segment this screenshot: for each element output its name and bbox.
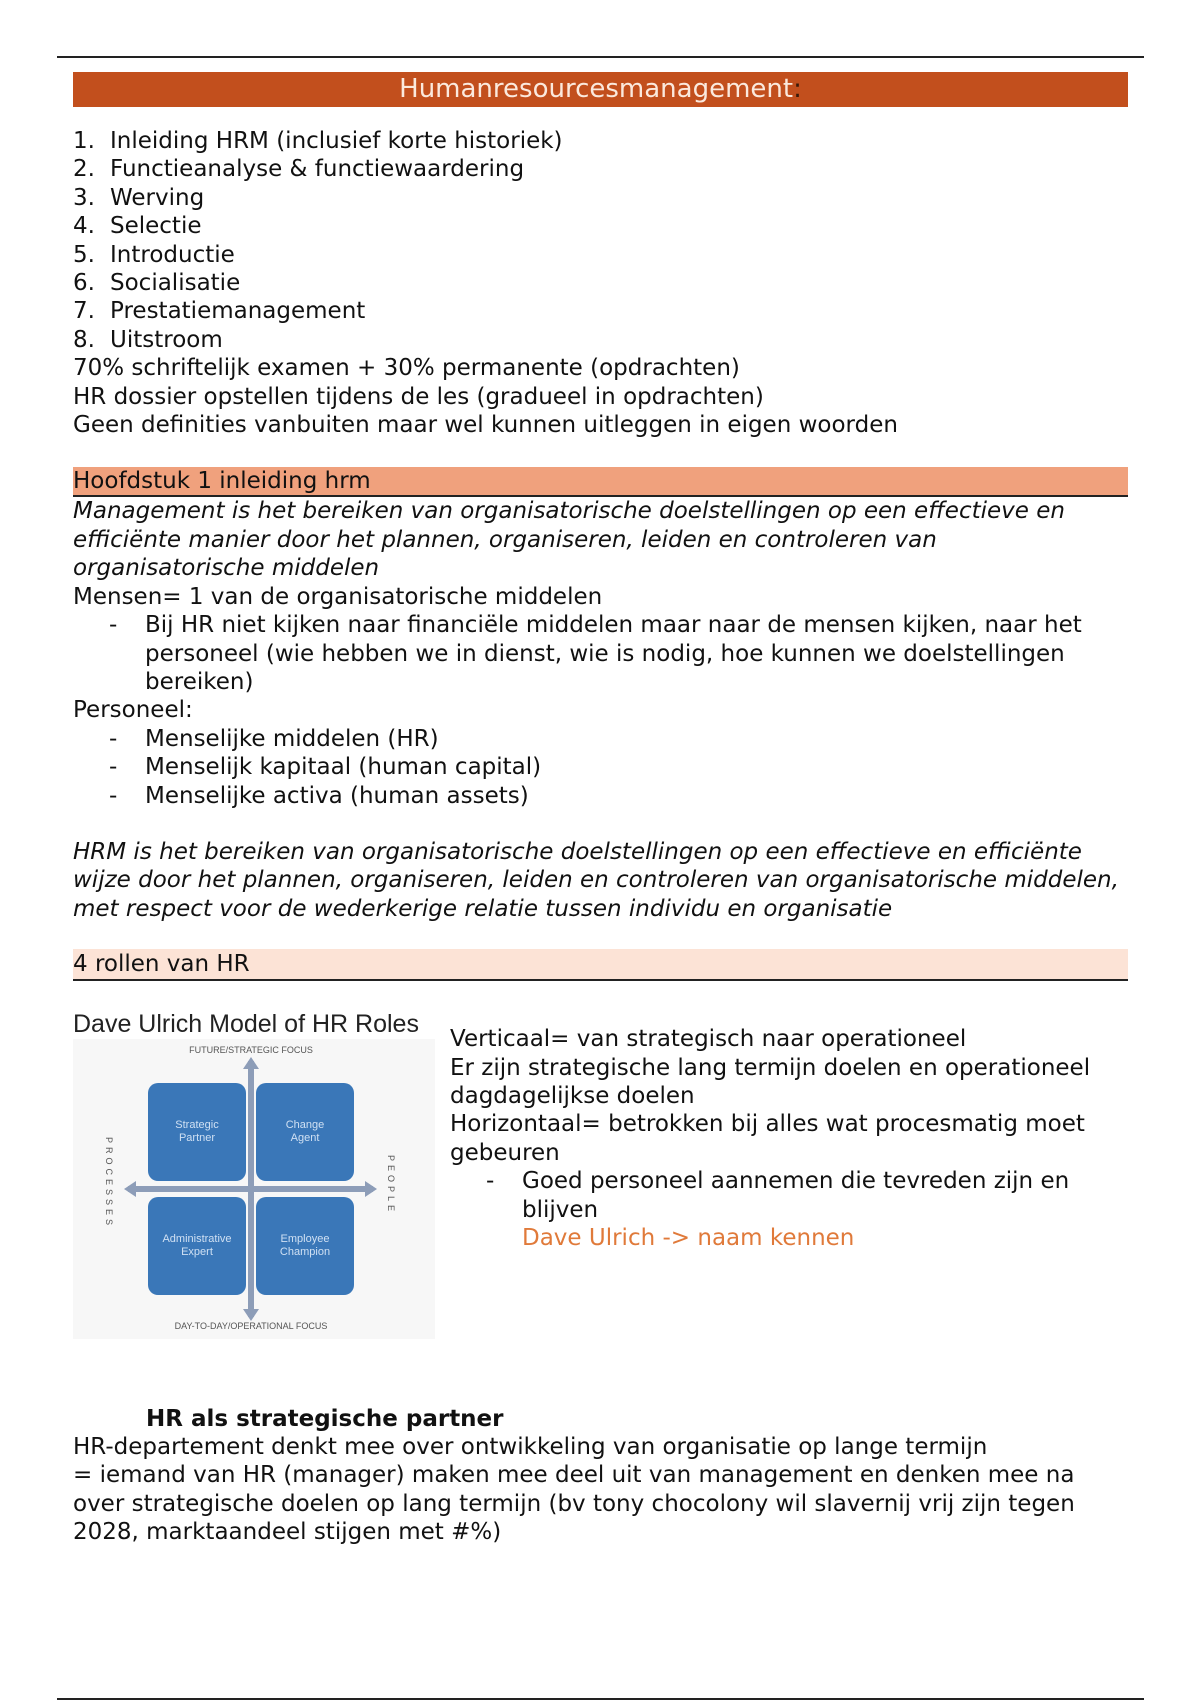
role-label: Administrative [162,1233,232,1246]
role-label: Agent [290,1132,320,1145]
document-page [73,72,1128,1547]
toc-number: 2. [73,156,95,183]
figure-title: Dave Ulrich Model of HR Roles [73,1010,419,1039]
dash-bullet: - [109,782,118,809]
toc-item [73,184,1128,212]
mensen-line: Mensen= 1 van de organisatorische middelen [73,583,603,610]
list-item [109,753,1128,781]
highlight-note: Dave Ulrich -> naam kennen [522,1225,855,1251]
right-axis-label: PEOPLE [386,1155,396,1216]
header-rule [57,56,1144,58]
explanation-line: Verticaal= van strategisch naar operationeel [450,1026,967,1053]
toc-label: Functieanalyse & functiewaardering [110,156,525,183]
list-item-text: Menselijk kapitaal (human capital) [145,754,542,781]
ulrich-figure [73,1007,435,1346]
ulrich-explanation [435,1007,1128,1346]
list-item-text: Bij HR niet kijken naar financiële middelen maar naar de mensen kijken, naar het personeel (wie hebben we in dienst, wie is nodig, hoe kunnen we doelstellingen bereiken) [145,612,1082,695]
intro-line: 70% schriftelijk examen + 30% permanente (opdrachten) [73,355,740,382]
personeel-line: Personeel: [73,697,193,724]
explanation-line: Er zijn strategische lang termijn doelen en operationeel dagdagelijkse doelen [450,1054,1091,1109]
toc-label: Prestatiemanagement [110,298,366,325]
toc-label: Uitstroom [110,326,223,353]
top-axis-label: FUTURE/STRATEGIC FOCUS [189,1045,313,1056]
toc-number: 5. [73,241,95,268]
ulrich-section [73,1007,1128,1346]
toc-item [73,212,1128,240]
management-definition: Management is het bereiken van organisatorische doelstellingen op een effectieve en efficiënte manier door het plannen, organiseren, leiden en controleren van organisatorische middelen [73,498,1065,582]
mensen-list [73,611,1128,696]
intro-line: HR dossier opstellen tijdens de les (gradueel in opdrachten) [73,383,764,410]
list-item-text: Menselijke activa (human assets) [145,782,529,809]
role-label: Change [285,1119,325,1132]
toc-item [73,241,1128,269]
toc-label: Selectie [110,213,202,240]
list-item-text: Menselijke middelen (HR) [145,725,439,752]
explanation-list [450,1167,1128,1252]
toc-item [73,127,1128,155]
role-label: Partner [178,1132,216,1145]
hrm-definition: HRM is het bereiken van organisatorische doelstellingen op een effectieve en efficiënte wijze door het plannen, organiseren, leiden en controleren van organisatorische middelen, met respect voor de wederkerige relatie tussen individu en organisatie [73,838,1119,922]
toc-item [73,297,1128,325]
toc-item [73,155,1128,183]
toc-number: 8. [73,326,95,353]
table-of-contents [73,127,1128,354]
role-label: Employee [280,1233,330,1246]
document-title-colon: : [793,74,802,104]
intro-line: Geen definities vanbuiten maar wel kunnen uitleggen in eigen woorden [73,412,898,439]
partner-line: = iemand van HR (manager) maken mee deel uit van management en denken mee na over strategische doelen op lang termijn (bv tony chocolony wil slavernij vrij zijn tegen 2028, marktaandeel stijgen met #%) [73,1462,1075,1546]
toc-number: 3. [73,184,95,211]
partner-heading: HR als strategische partner [146,1405,504,1432]
list-item [486,1167,1128,1252]
toc-item [73,269,1128,297]
list-item [109,611,1128,696]
list-item-text: Goed personeel aannemen die tevreden zijn en blijven [522,1168,1070,1223]
dash-bullet: - [109,612,118,639]
hr-roles-diagram [73,1039,435,1339]
toc-item [73,326,1128,354]
explanation-line: Horizontaal= betrokken bij alles wat procesmatig moet gebeuren [450,1111,1085,1166]
personeel-list [73,725,1128,810]
toc-number: 1. [73,128,95,154]
document-title-text: Humanresourcesmanagement [399,74,794,104]
role-label: Expert [181,1246,213,1259]
list-item [109,725,1128,753]
toc-label: Inleiding HRM (inclusief korte historiek) [110,128,563,154]
dash-bullet: - [109,754,118,781]
roles-heading: 4 rollen van HR [73,949,1128,981]
list-item [109,782,1128,810]
document-title [73,72,1128,107]
toc-number: 4. [73,213,95,240]
toc-label: Werving [110,184,205,211]
role-label: Champion [279,1246,331,1259]
dash-bullet: - [109,725,118,752]
toc-label: Socialisatie [110,270,241,297]
toc-number: 6. [73,270,95,297]
spacer [73,810,1128,838]
partner-line: HR-departement denkt mee over ontwikkeling van organisatie op lange termijn [73,1433,988,1460]
chapter1-heading: Hoofdstuk 1 inleiding hrm [73,467,1128,497]
toc-number: 7. [73,298,95,325]
role-label: Strategic [175,1119,219,1132]
left-axis-label: PROCESSES [104,1137,114,1230]
toc-label: Introductie [110,241,235,268]
dash-bullet: - [486,1168,495,1195]
bottom-axis-label: DAY-TO-DAY/OPERATIONAL FOCUS [174,1321,328,1332]
